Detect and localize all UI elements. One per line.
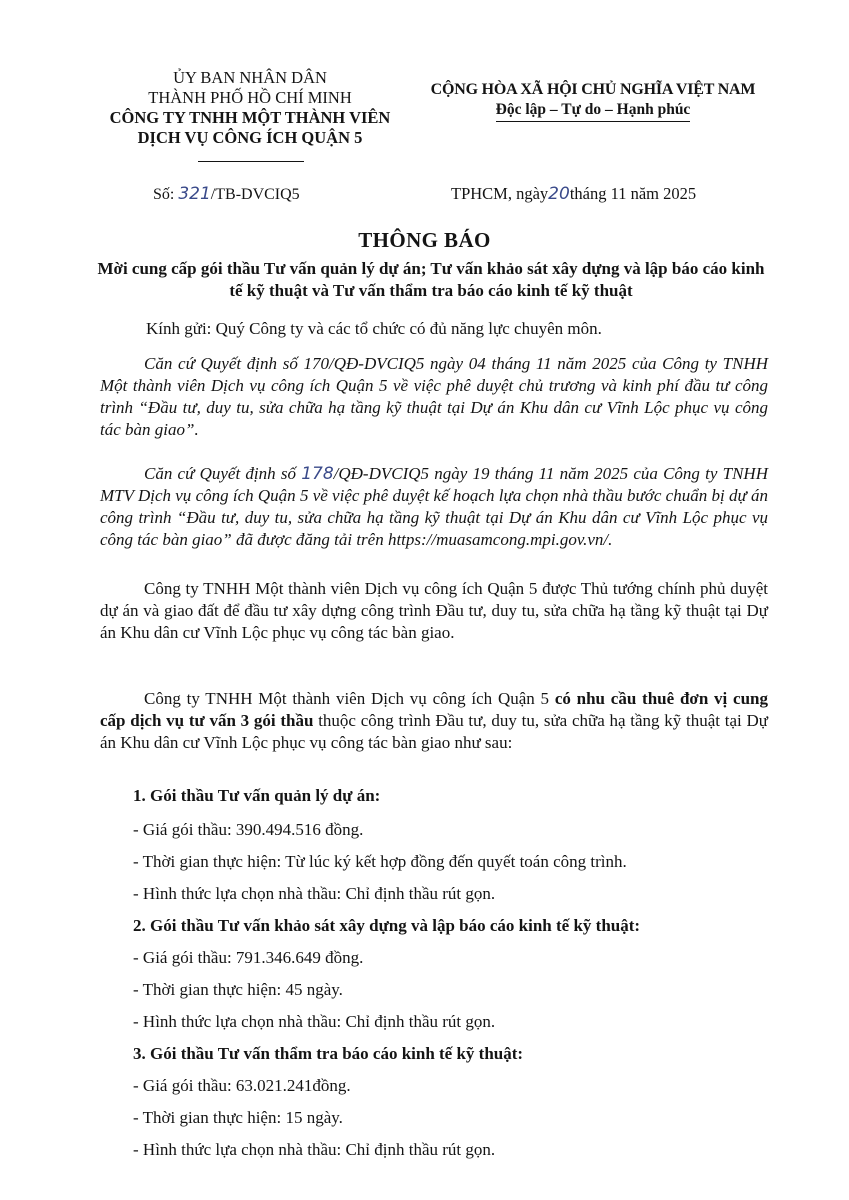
package-1-price: - Giá gói thầu: 390.494.516 đồng.: [133, 820, 364, 839]
paragraph-service-need-before: Công ty TNHH Một thành viên Dịch vụ công ích Quận 5: [144, 689, 555, 708]
issuer-line-2: THÀNH PHỐ HỒ CHÍ MINH: [148, 88, 352, 107]
package-3-method: - Hình thức lựa chọn nhà thầu: Chỉ định thầu rút gọn.: [133, 1140, 496, 1159]
paragraph-project-approval: Công ty TNHH Một thành viên Dịch vụ công ích Quận 5 được Thủ tướng chính phủ duyệt dự án và giao đất để đầu tư xây dựng công trình Đầu tư, duy tu, sửa chữa hạ tầng kỹ thuật tại Dự án Khu dân cư Vĩnh Lộc phục vụ công tác bàn giao.: [100, 579, 768, 642]
package-2-price: - Giá gói thầu: 791.346.649 đồng.: [133, 948, 364, 967]
document-number-handwritten: 321: [178, 184, 211, 204]
legal-basis-2: [100, 463, 768, 551]
legal-basis-2-before: Căn cứ Quyết định số: [144, 464, 302, 483]
package-2-heading: 2. Gói thầu Tư vấn khảo sát xây dựng và lập báo cáo kinh tế kỹ thuật:: [133, 916, 641, 935]
document-title: THÔNG BÁO: [358, 228, 491, 252]
nation-name: CỘNG HÒA XÃ HỘI CHỦ NGHĨA VIỆT NAM: [430, 81, 756, 98]
package-1-heading: 1. Gói thầu Tư vấn quản lý dự án:: [133, 786, 381, 805]
date-prefix: TPHCM, ngày: [451, 184, 549, 203]
package-3-duration: - Thời gian thực hiện: 15 ngày.: [133, 1108, 343, 1127]
national-motto: Độc lập – Tự do – Hạnh phúc: [496, 100, 691, 122]
package-3-price: - Giá gói thầu: 63.021.241đồng.: [133, 1076, 351, 1095]
legal-basis-2-after: /QĐ-DVCIQ5 ngày 19 tháng 11 năm 2025 của Công ty TNHH MTV Dịch vụ công ích Quận 5 về việc phê duyệt kế hoạch lựa chọn nhà thầu bước chuẩn bị dự án công trình “Đầu tư, duy tu, sửa chữa hạ tầng kỹ thuật tại Dự án Khu dân cư Vĩnh Lộc phục vụ công tác bàn giao” đã được đăng tải trên https://muasamcong.mpi.gov.vn/.: [100, 464, 768, 549]
document-number: [153, 184, 300, 204]
package-3-heading: 3. Gói thầu Tư vấn thẩm tra báo cáo kinh tế kỹ thuật:: [133, 1044, 524, 1063]
package-2-duration: - Thời gian thực hiện: 45 ngày.: [133, 980, 343, 999]
date-suffix: tháng 11 năm 2025: [569, 184, 697, 203]
issuer-line-1: ỦY BAN NHÂN DÂN: [173, 68, 327, 87]
salutation: Kính gửi: Quý Công ty và các tổ chức có đủ năng lực chuyên môn.: [146, 319, 602, 338]
package-2-method: - Hình thức lựa chọn nhà thầu: Chỉ định thầu rút gọn.: [133, 1012, 496, 1031]
national-heading: [418, 80, 768, 122]
document-number-prefix: Số:: [153, 186, 175, 203]
legal-basis-2-handwritten-number: 178: [301, 464, 334, 484]
issuer-line-4: DỊCH VỤ CÔNG ÍCH QUẬN 5: [137, 128, 363, 147]
document-subtitle: Mời cung cấp gói thầu Tư vấn quản lý dự án; Tư vấn khảo sát xây dựng và lập báo cáo kinh tế kỹ thuật và Tư vấn thẩm tra báo cáo kinh tế kỹ thuật: [97, 259, 765, 300]
package-1-method: - Hình thức lựa chọn nhà thầu: Chỉ định thầu rút gọn.: [133, 884, 496, 903]
paragraph-service-need: [100, 688, 768, 754]
document-number-suffix: /TB-DVCIQ5: [210, 186, 300, 203]
legal-basis-1: Căn cứ Quyết định số 170/QĐ-DVCIQ5 ngày 04 tháng 11 năm 2025 của Công ty TNHH Một thành viên Dịch vụ công ích Quận 5 về việc phê duyệt chủ trương và kinh phí đầu tư công trình “Đầu tư, duy tu, sửa chữa hạ tầng kỹ thuật tại Dự án Khu dân cư Vĩnh Lộc phục vụ công tác bàn giao”.: [100, 354, 768, 439]
paragraph-service-need-after: thuộc công trình Đầu tư, duy tu, sửa chữa hạ tầng kỹ thuật tại Dự án Khu dân cư Vĩnh Lộc phục vụ công tác bàn giao như sau:: [100, 711, 769, 752]
paragraph-service-need-bold: có nhu cầu thuê đơn vị cung cấp dịch vụ tư vấn 3 gói thầu: [100, 689, 768, 730]
date-day-handwritten: 20: [548, 184, 570, 204]
issuer-underline: [198, 161, 304, 162]
issuer-line-3: CÔNG TY TNHH MỘT THÀNH VIÊN: [109, 108, 391, 127]
document-date: [451, 184, 696, 204]
package-1-duration: - Thời gian thực hiện: Từ lúc ký kết hợp đồng đến quyết toán công trình.: [133, 852, 627, 871]
issuer-block: [100, 68, 400, 148]
